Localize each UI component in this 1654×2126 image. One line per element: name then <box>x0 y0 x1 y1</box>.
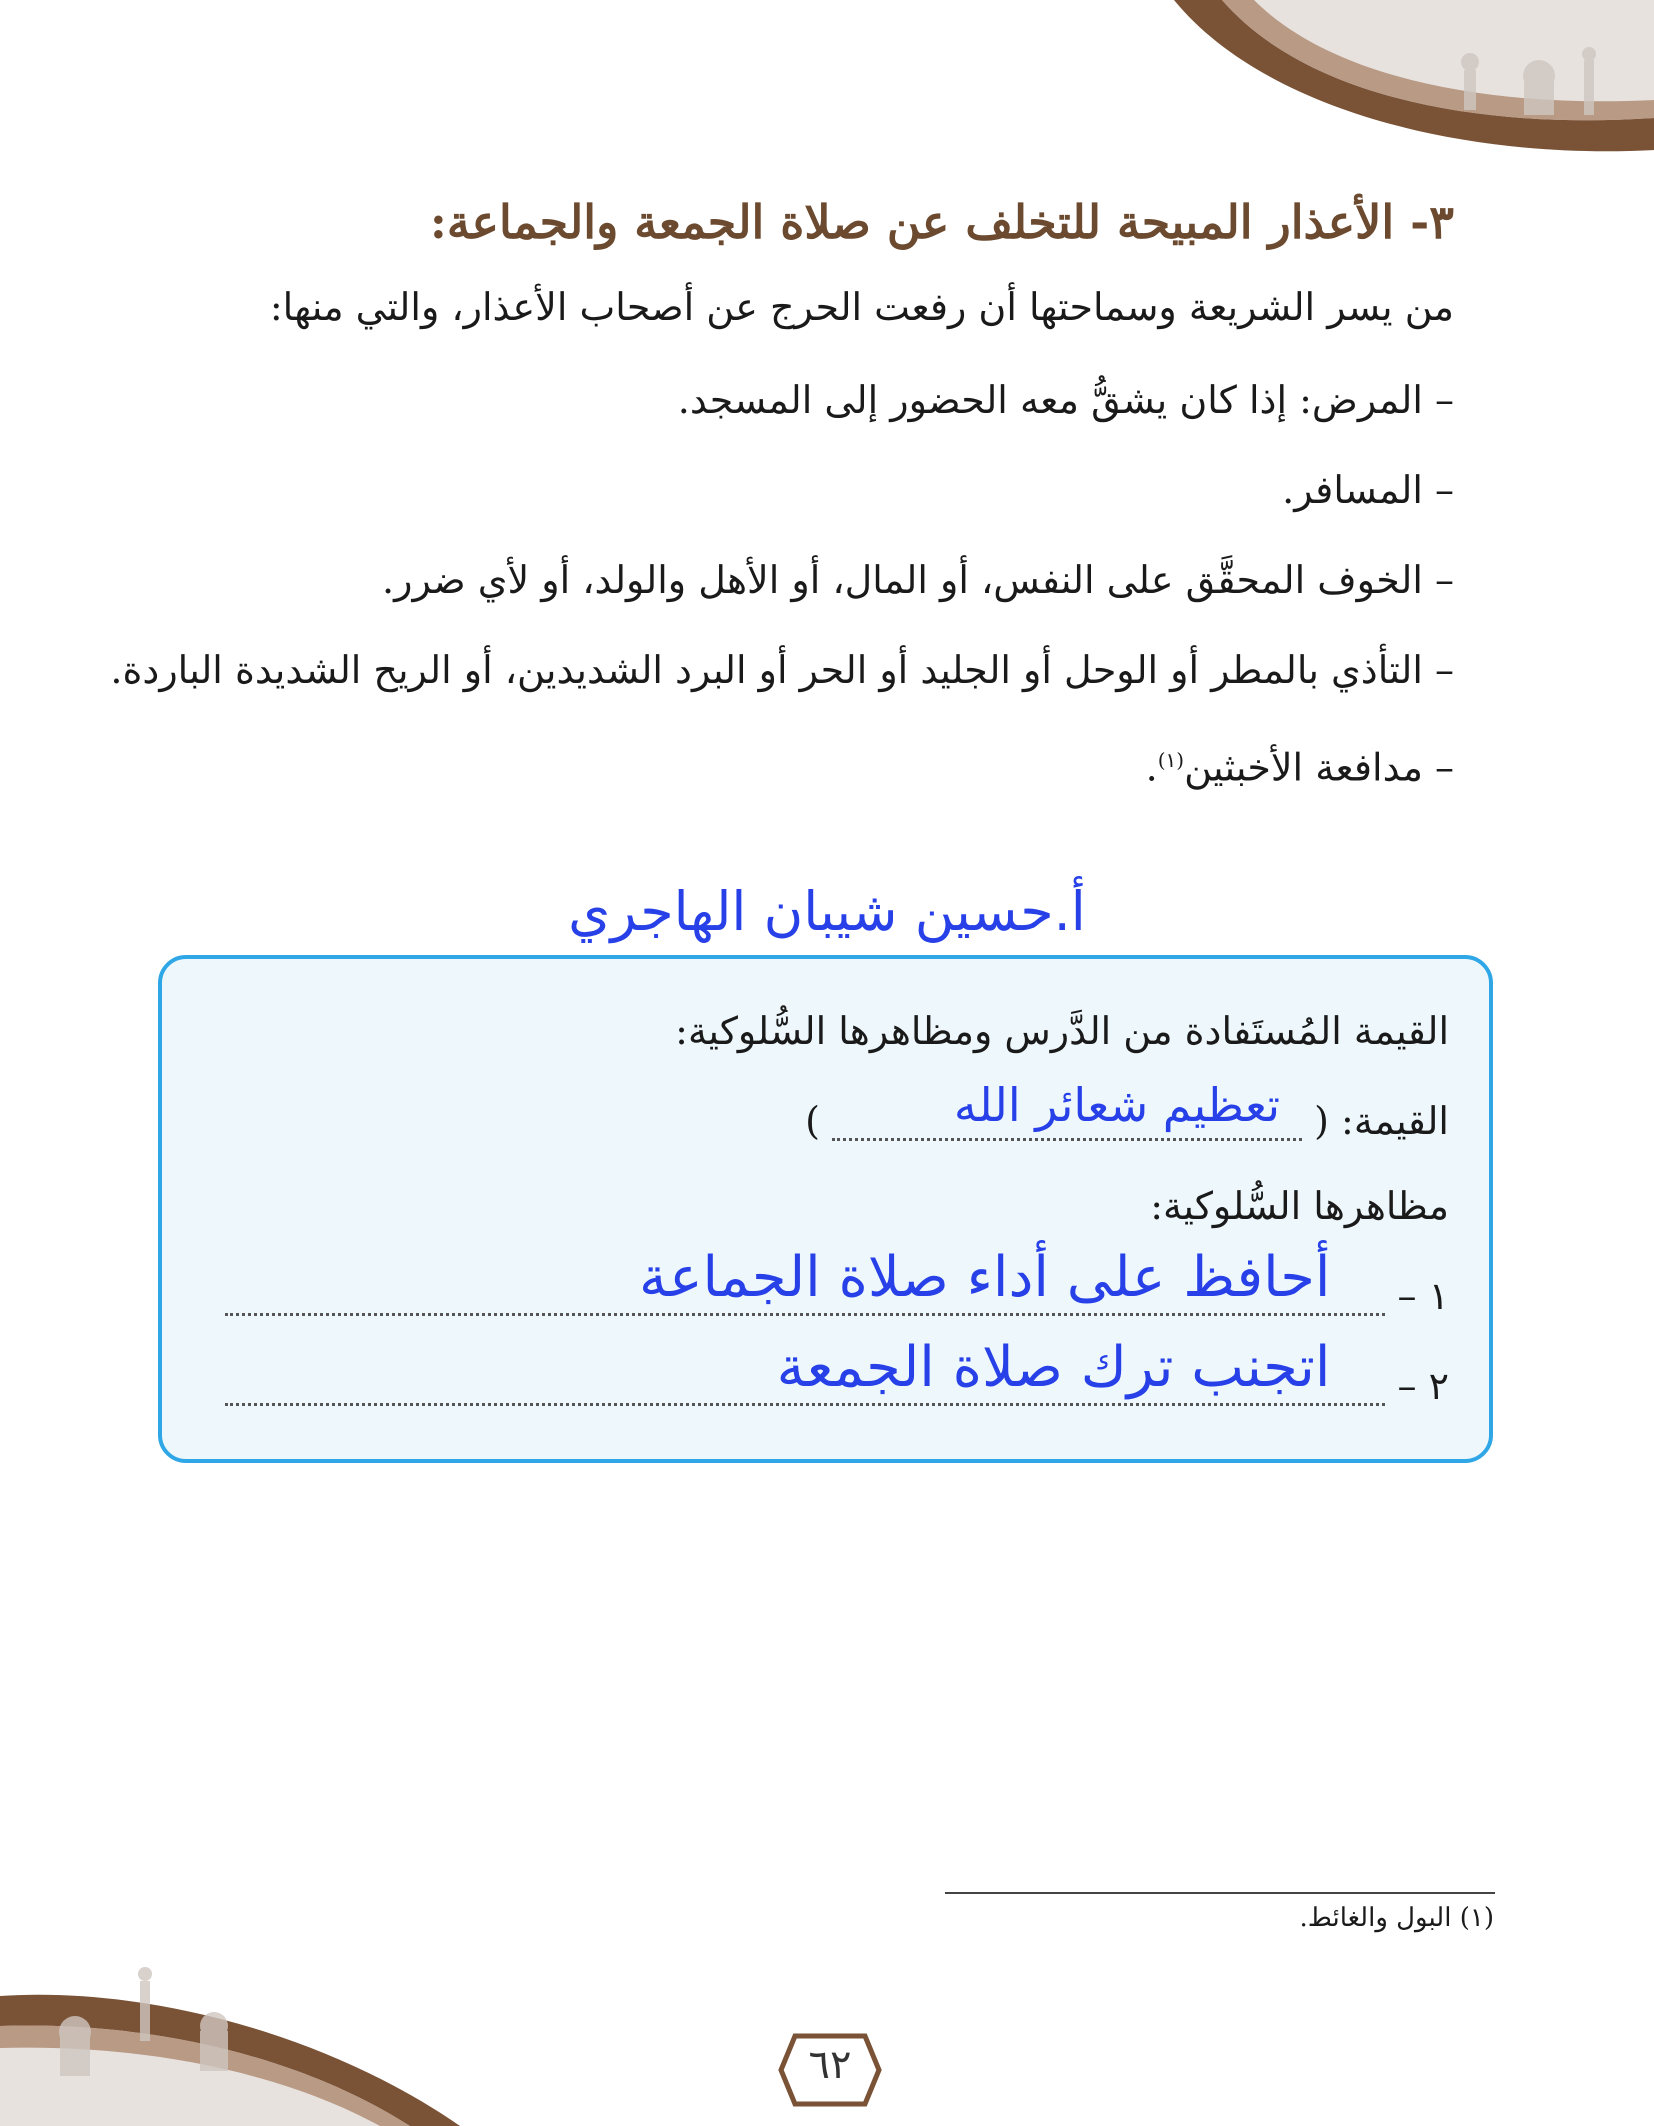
behavior-answer-field[interactable] <box>225 1245 1385 1316</box>
list-item: – المسافر. <box>1282 468 1454 512</box>
footnote-divider <box>945 1892 1495 1894</box>
list-item: – التأذي بالمطر أو الوحل أو الجليد أو الحر أو البرد الشديدين، أو الريح الشديدة الباردة. <box>110 648 1454 692</box>
behavior-number: ٢ – <box>1397 1364 1449 1408</box>
list-item: – المرض: إذا كان يشقُّ معه الحضور إلى المسجد. <box>677 378 1454 422</box>
behavior-answer-field[interactable] <box>225 1335 1385 1406</box>
value-close-paren: ) <box>805 1099 820 1143</box>
behavior-answer: أحافظ على أداء صلاة الجماعة <box>639 1245 1331 1310</box>
corner-ornament-bottom <box>0 1926 460 2126</box>
list-item-end: . <box>1145 745 1158 790</box>
behavior-row <box>179 1245 1449 1318</box>
value-row <box>179 1078 1449 1143</box>
values-box-title: القيمة المُستَفادة من الدَّرس ومظاهرها السُّلوكية: <box>675 1009 1449 1053</box>
excuses-list <box>54 370 1454 820</box>
values-box <box>158 955 1493 1463</box>
behavior-row <box>179 1335 1449 1408</box>
value-open-paren: ( <box>1314 1099 1329 1143</box>
list-item-text: – مدافعة الأخبثين <box>1184 745 1454 790</box>
intro-paragraph: من يسر الشريعة وسماحتها أن رفعت الحرج عن أصحاب الأعذار، والتي منها: <box>269 285 1454 329</box>
behavior-answer: اتجنب ترك صلاة الجمعة <box>776 1335 1331 1400</box>
section-heading: ٣- الأعذار المبيحة للتخلف عن صلاة الجمعة والجماعة: <box>429 195 1454 249</box>
list-item <box>54 730 1454 820</box>
value-answer: تعظيم شعائر الله <box>953 1078 1280 1132</box>
author-signature: أ.حسين شيبان الهاجري <box>568 880 1086 943</box>
list-item: – الخوف المحقَّق على النفس، أو المال، أو الأهل والولد، أو لأي ضرر. <box>382 558 1454 602</box>
value-answer-field[interactable] <box>832 1078 1302 1141</box>
corner-ornament-top <box>1134 0 1654 190</box>
behavior-number: ١ – <box>1397 1274 1449 1318</box>
footnote-reference: (١) <box>1157 748 1185 772</box>
page-number: ٦٢ <box>808 2042 852 2088</box>
footnote: (١) البول والغائط. <box>1299 1903 1494 1933</box>
behaviors-title: مظاهرها السُّلوكية: <box>1150 1184 1449 1228</box>
value-label: القيمة: <box>1341 1099 1449 1143</box>
